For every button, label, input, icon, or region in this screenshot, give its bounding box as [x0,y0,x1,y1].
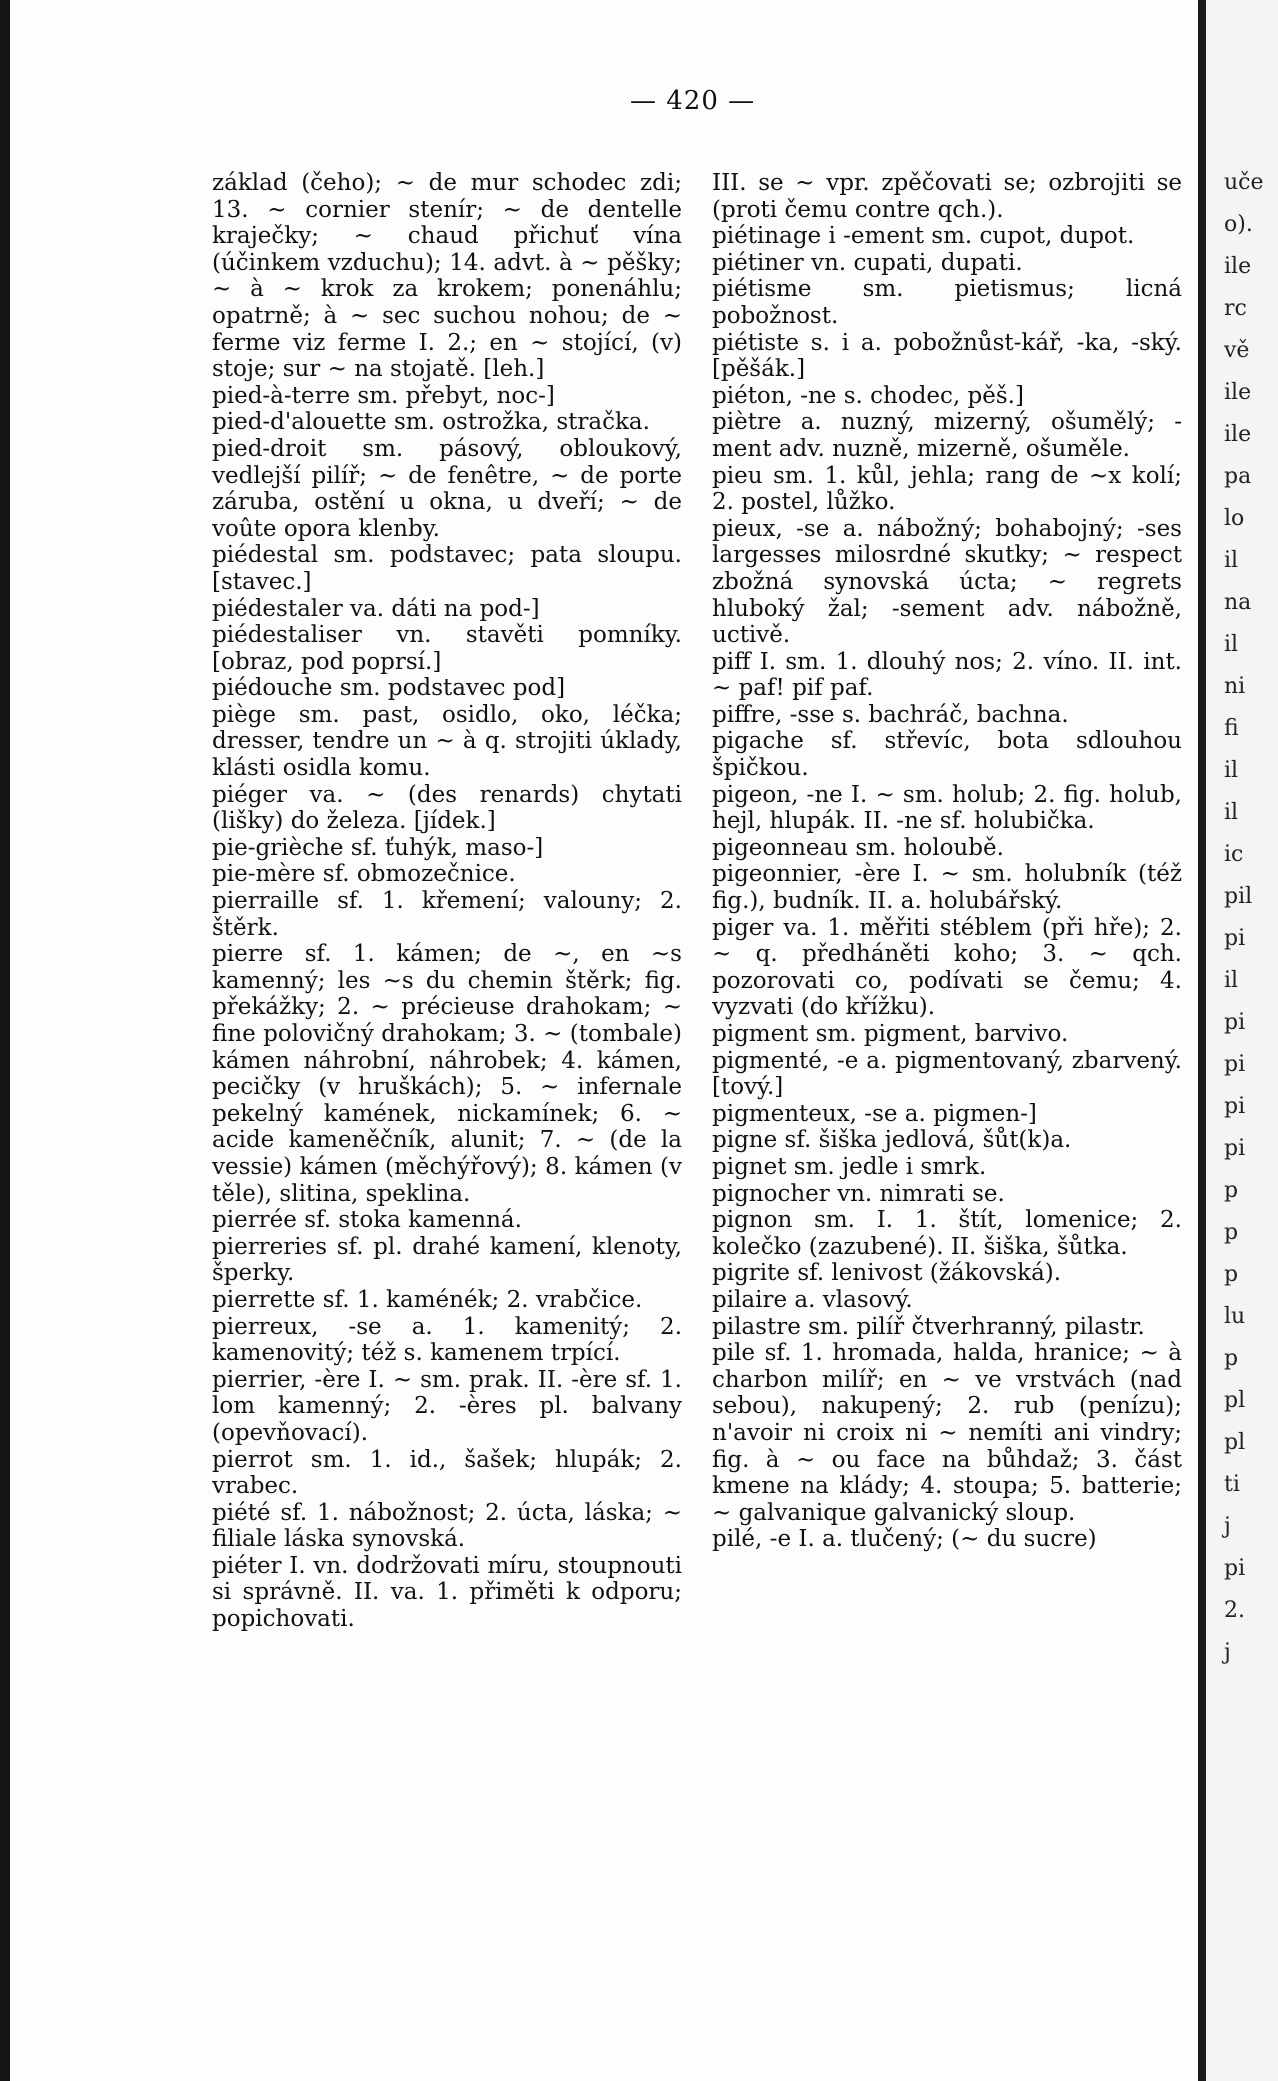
dictionary-entry: III. se ~ vpr. zpěčovati se; ozbrojiti se (proti čemu contre qch.). [712,170,1182,223]
next-page-fragment: p [1224,1346,1239,1371]
dictionary-entry: piètre a. nuzný, mizerný, ošumělý; -ment adv. nuzně, mizerně, ošuměle. [712,409,1182,462]
next-page-fragment: il [1224,548,1239,573]
dictionary-entry: pie-mère sf. obmozečnice. [212,861,516,888]
next-page-fragment: rc [1224,296,1247,321]
next-page-fragment: ile [1224,380,1252,405]
dictionary-entry: piéton, -ne s. chodec, pěš.] [712,382,1024,409]
dictionary-entry: pigne sf. šiška jedlová, šůt(k)a. [712,1127,1072,1154]
dictionary-entry: pied-d'alouette sm. ostrožka, stračka. [212,409,650,436]
dictionary-entry: piété sf. 1. nábožnost; 2. úcta, láska; ~ filiale láska synovská. [212,1499,682,1553]
dictionary-entry: pieu sm. 1. kůl, jehla; rang de ~x kolí; 2. postel, lůžko. [712,462,1182,516]
dictionary-entry: pied-à-terre sm. přebyt, noc-] [212,382,555,409]
next-page-fragment: il [1224,632,1239,657]
dictionary-entry: piédestal sm. podstavec; pata sloupu. [stavec.] [212,542,682,595]
next-page-fragment: pi [1224,1136,1246,1161]
next-page-fragment: ti [1224,1472,1240,1497]
next-page-fragment: pil [1224,884,1253,909]
dictionary-entry: pierre sf. 1. kámen; de ~, en ~s kamenný; les ~s du chemin štěrk; fig. překážky; 2. ~ précieuse drahokam; ~ fine polovičný drahokam; 3. ~ (tombale) kámen náhrobní, náhrobek; 4. kámen, pecičky (v hruškách); 5. ~ infernale pekelný kamének, nickamínek; 6. ~ acide kameněčník, alunit; 7. ~ (de la vessie) kámen (měchýřový); 8. kámen (v těle), slitina, speklina. [212,941,682,1207]
next-page-fragment: pi [1224,1052,1246,1077]
book-gutter [1198,0,1206,2081]
next-page-fragment: o). [1224,212,1253,237]
dictionary-entry: pilé, -e I. a. tlučený; (~ du sucre) [712,1526,1097,1553]
next-page-fragment: pa [1224,464,1252,489]
dictionary-entry: piège sm. past, osidlo, oko, léčka; dresser, tendre un ~ à q. strojiti úklady, klásti osidla komu. [212,701,682,782]
next-page-fragment: pl [1224,1430,1246,1455]
dictionary-entry: pierrier, -ère I. ~ sm. prak. II. -ère sf. 1. lom kamenný; 2. -ères pl. balvany (opevňovací). [212,1366,682,1446]
dictionary-entry: pigache sf. střevíc, bota sdlouhou špičkou. [712,728,1182,782]
dictionary-entry: pigeon, -ne I. ~ sm. holub; 2. fig. holub, hejl, hlupák. II. -ne sf. holubička. [712,781,1182,835]
next-page-fragment: pi [1224,926,1246,951]
left-column [212,170,682,1633]
next-page-fragment: il [1224,968,1239,993]
next-page-fragment: ic [1224,842,1244,867]
dictionary-entry: pigeonnier, -ère I. ~ sm. holubník (též fig.), budník. II. a. holubářský. [712,861,1182,915]
next-page-fragment: p [1224,1262,1239,1287]
next-page-fragment: uče [1224,170,1264,195]
next-page-edge [1206,0,1278,2081]
dictionary-entry: základ (čeho); ~ de mur schodec zdi; 13. ~ cornier stenír; ~ de dentelle kraječky; ~ chaud přichuť vína (účinkem vzduchu); 14. advt. à ~ pěšky; ~ à ~ krok za krokem; ponenáhlu; opatrně; à ~ sec suchou nohou; de ~ ferme viz ferme I. 2.; en ~ stojící, (v) stoje; sur ~ na stojatě. [leh.] [212,170,682,383]
dictionary-entry: pigmenteux, -se a. pigmen-] [712,1100,1037,1127]
dictionary-entry: pierrée sf. stoka kamenná. [212,1207,522,1234]
next-page-fragment: ile [1224,254,1252,279]
next-page-fragment: ni [1224,674,1246,699]
next-page-fragment: il [1224,758,1239,783]
dictionary-entry: piétinage i -ement sm. cupot, dupot. [712,223,1135,250]
next-page-fragment: vě [1224,338,1250,363]
dictionary-entry: pigrite sf. lenivost (žákovská). [712,1260,1062,1287]
dictionary-entry: pile sf. 1. hromada, halda, hranice; ~ à charbon milíř; en ~ ve vrstvách (nad sebou), nakupený; 2. rub (penízu); n'avoir ni croix ni ~ nemíti ani vindry; fig. à ~ ou face na bůhdaž; 3. část kmene na klády; 4. stoupa; 5. batterie; ~ galvanique galvanický sloup. [712,1340,1182,1526]
dictionary-entry: pigmenté, -e a. pigmentovaný, zbarvený. [tový.] [712,1047,1182,1101]
dictionary-entry: pignocher vn. nimrati se. [712,1180,1005,1207]
dictionary-entry: piger va. 1. měřiti stéblem (při hře); 2. ~ q. předháněti koho; 3. ~ qch. pozorovati co, podívati se čemu; 4. vyzvati (do křížku). [712,914,1182,1021]
dictionary-entry: piédestaler va. dáti na pod-] [212,595,540,622]
next-page-fragment: p [1224,1178,1239,1203]
next-page-fragment: lo [1224,506,1245,531]
next-page-fragment: p [1224,1220,1239,1245]
next-page-fragment: na [1224,590,1252,615]
dictionary-entry: piéter I. vn. dodržovati míru, stoupnouti si správně. II. va. 1. přiměti k odporu; popichovati. [212,1552,682,1633]
dictionary-entry: pied-droit sm. pásový, obloukový, vedlejší pilíř; ~ de fenêtre, ~ de porte záruba, ostění u okna, u dveří; ~ de voûte opora klenby. [212,435,682,542]
dictionary-entry: piédestaliser vn. stavěti pomníky. [obraz, pod poprsí.] [212,622,682,675]
dictionary-entry: pierraille sf. 1. křemení; valouny; 2. štěrk. [212,888,682,941]
dictionary-entry: pierreux, -se a. 1. kamenitý; 2. kamenovitý; též s. kamenem trpící. [212,1313,682,1367]
dictionary-entry: pignon sm. I. 1. štít, lomenice; 2. kolečko (zazubené). II. šiška, šůtka. [712,1207,1182,1260]
next-page-fragment: fi [1224,716,1239,741]
dictionary-entry: piff I. sm. 1. dlouhý nos; 2. víno. II. int. ~ paf! pif paf. [712,648,1182,702]
next-page-fragment: lu [1224,1304,1246,1329]
dictionary-entry: pie-grièche sf. ťuhýk, maso-] [212,834,544,861]
next-page-fragment: pi [1224,1094,1246,1119]
next-page-fragment: il [1224,800,1239,825]
dictionary-entry: pilastre sm. pilíř čtverhranný, pilastr. [712,1313,1145,1340]
dictionary-entry: piéger va. ~ (des renards) chytati (lišky) do železa. [jídek.] [212,781,682,835]
dictionary-entry: piétiner vn. cupati, dupati. [712,249,1023,276]
next-page-fragment: pi [1224,1010,1246,1035]
dictionary-entry: pierrot sm. 1. id., šašek; hlupák; 2. vrabec. [212,1446,682,1500]
page-number: — 420 — [630,86,756,116]
next-page-fragment: pi [1224,1556,1246,1581]
next-page-fragment: ile [1224,422,1252,447]
dictionary-entry: pigment sm. pigment, barvivo. [712,1021,1069,1047]
next-page-fragment: pl [1224,1388,1246,1413]
dictionary-entry: pierrette sf. 1. kaménék; 2. vrabčice. [212,1286,643,1313]
right-column [712,170,1182,1553]
next-page-fragment: j [1224,1514,1231,1539]
dictionary-entry: pieux, -se a. nábožný; bohabojný; -ses largesses milosrdné skutky; ~ respect zbožná synovská úcta; ~ regrets hluboký žal; -sement adv. nábožně, uctivě. [712,515,1182,649]
dictionary-entry: pigeonneau sm. holoubě. [712,834,1004,861]
dictionary-entry: piffre, -sse s. bachráč, bachna. [712,701,1069,728]
dictionary-entry: piédouche sm. podstavec pod] [212,675,566,702]
scan-left-edge [0,0,10,2081]
next-page-fragment: j [1224,1640,1231,1665]
dictionary-entry: pignet sm. jedle i smrk. [712,1153,987,1180]
dictionary-entry: pierreries sf. pl. drahé kamení, klenoty, šperky. [212,1233,682,1287]
dictionary-entry: piétiste s. i a. pobožnůst-kář, -ka, -ský. [pěšák.] [712,329,1182,383]
next-page-fragment: 2. [1224,1598,1245,1623]
dictionary-entry: pilaire a. vlasový. [712,1286,913,1313]
dictionary-entry: piétisme sm. pietismus; licná pobožnost. [712,276,1182,329]
